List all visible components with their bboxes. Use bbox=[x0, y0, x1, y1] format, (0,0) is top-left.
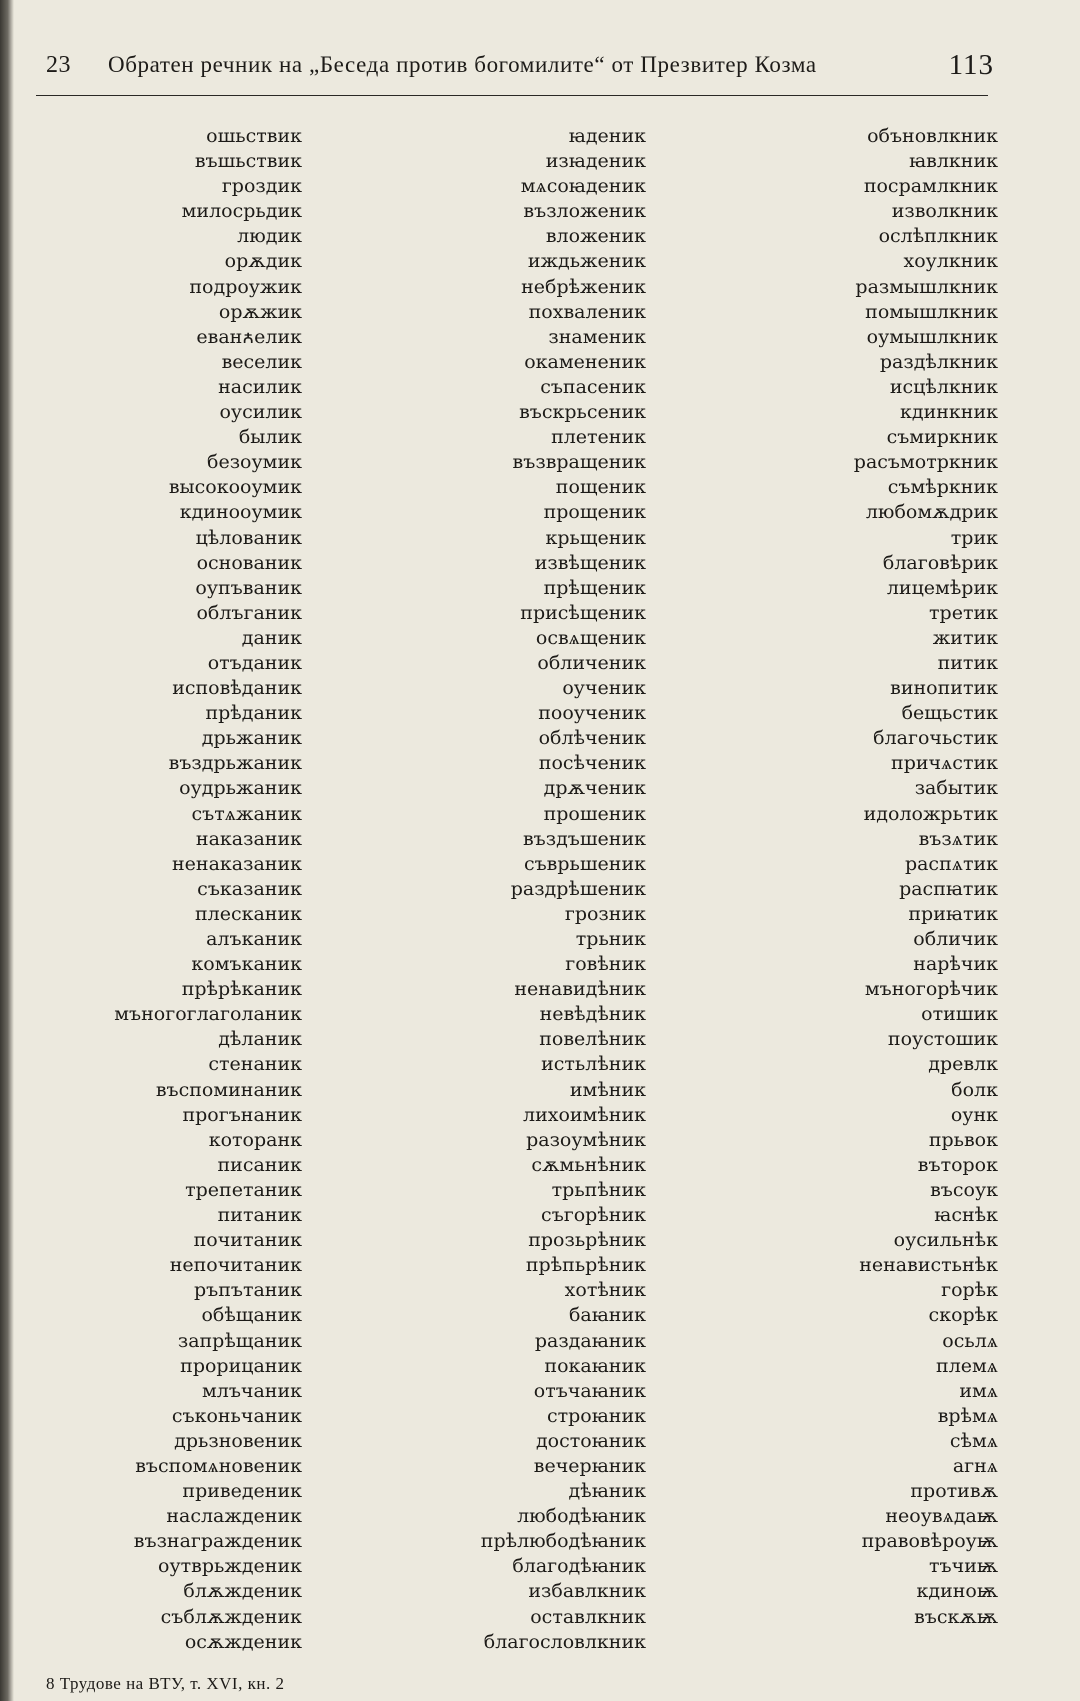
word-entry: оумышлкник bbox=[866, 325, 998, 348]
word-entry: изꙗденик bbox=[545, 150, 646, 173]
word-entry: посѣченик bbox=[538, 752, 646, 775]
word-entry: оунк bbox=[950, 1103, 998, 1126]
word-entry: племѧ bbox=[936, 1354, 998, 1377]
word-entry: небрѣженик bbox=[521, 275, 646, 298]
word-entry: прѣщеник bbox=[543, 576, 646, 599]
word-entry: житик bbox=[932, 626, 998, 649]
word-entry: иждьженик bbox=[527, 250, 646, 273]
word-entry: дѣланик bbox=[218, 1028, 302, 1051]
word-entry: раздѣлкник bbox=[879, 350, 998, 373]
word-entry: имѧ bbox=[959, 1379, 998, 1402]
word-entry: непочитаник bbox=[169, 1254, 302, 1277]
word-entry: орѫжик bbox=[218, 300, 302, 323]
word-entry: идоложрьтик bbox=[863, 802, 998, 825]
word-entry: лихоимѣник bbox=[523, 1103, 646, 1126]
word-entry: подроужик bbox=[189, 275, 302, 298]
word-entry: распѧтик bbox=[904, 852, 998, 875]
word-entry: строꙗник bbox=[546, 1404, 646, 1427]
word-entry: прощеник bbox=[543, 501, 646, 524]
word-entry: плетеник bbox=[551, 426, 646, 449]
word-entry: приꙗтик bbox=[908, 902, 998, 925]
word-entry: помышлкник bbox=[865, 300, 998, 323]
word-entry: людик bbox=[237, 225, 302, 248]
word-entry: прошеник bbox=[543, 802, 646, 825]
word-entry: ꙗденик bbox=[568, 125, 646, 147]
word-entry: отъданик bbox=[207, 651, 302, 674]
word-entry: кдинооумик bbox=[179, 501, 302, 524]
word-entry: прѣданик bbox=[205, 702, 302, 725]
page-binding-edge bbox=[0, 0, 14, 1701]
word-entry: истьлѣник bbox=[541, 1053, 646, 1076]
word-entry: неоувѧдаѭ bbox=[885, 1505, 998, 1528]
word-entry: кдинкник bbox=[900, 401, 998, 424]
word-entry: сътѧжаник bbox=[191, 802, 302, 825]
word-entry: сѣмѧ bbox=[949, 1429, 998, 1452]
word-entry: съблѫжденик bbox=[160, 1605, 302, 1628]
word-entry: основаник bbox=[196, 551, 302, 574]
word-entry: противѫ bbox=[910, 1480, 998, 1503]
word-column-3 bbox=[730, 124, 998, 1630]
word-entry: приведеник bbox=[182, 1480, 302, 1503]
word-entry: отъчаꙗник bbox=[533, 1379, 646, 1402]
printer-signature: 8 Трудове на ВТУ, т. XVI, кн. 2 bbox=[46, 1674, 285, 1693]
word-entry: объновлкник bbox=[867, 125, 998, 147]
word-entry: винопитик bbox=[890, 677, 998, 700]
word-entry: грозник bbox=[564, 902, 646, 925]
word-entry: скорѣк bbox=[928, 1304, 998, 1327]
word-entry: възвращеник bbox=[512, 451, 646, 474]
word-entry: веселик bbox=[221, 350, 302, 373]
word-entry: освѧщеник bbox=[535, 626, 646, 649]
word-entry: почитаник bbox=[193, 1229, 302, 1252]
word-entry: исповѣданик bbox=[172, 677, 302, 700]
word-entry: нарѣчик bbox=[913, 953, 998, 976]
word-entry: гроздик bbox=[221, 175, 302, 198]
word-entry: обличеник bbox=[537, 651, 646, 674]
word-entry: въшьствик bbox=[194, 150, 302, 173]
word-entry: дрѫченик bbox=[543, 777, 646, 800]
running-header bbox=[46, 49, 994, 92]
word-entry: третик bbox=[929, 601, 998, 624]
word-entry: раздаꙗник bbox=[534, 1329, 646, 1352]
word-entry: милосрьдик bbox=[181, 200, 302, 223]
word-entry: възѧтик bbox=[918, 827, 998, 850]
word-entry: присѣщеник bbox=[520, 601, 646, 624]
word-entry: благовѣрик bbox=[882, 551, 998, 574]
word-entry: прозьрѣник bbox=[528, 1229, 646, 1252]
word-entry: невѣдѣник bbox=[539, 1003, 646, 1026]
word-entry: трик bbox=[950, 526, 998, 549]
word-entry: оусилик bbox=[219, 401, 302, 424]
word-entry: орѫдик bbox=[224, 250, 302, 273]
word-entry: комъканик bbox=[191, 953, 302, 976]
word-entry: лицемѣрик bbox=[886, 576, 998, 599]
page-number: 113 bbox=[948, 49, 994, 81]
word-entry: благочьстик bbox=[873, 727, 998, 750]
word-entry: трепетаник bbox=[185, 1178, 302, 1201]
word-entry: пооученик bbox=[538, 702, 646, 725]
word-entry: ръпътаник bbox=[193, 1279, 302, 1302]
word-entry: оупъваник bbox=[195, 576, 302, 599]
word-entry: любомѫдрик bbox=[865, 501, 998, 524]
word-entry: раздрѣшеник bbox=[510, 877, 646, 900]
word-entry: врѣмѧ bbox=[937, 1404, 998, 1427]
word-entry: дрьзновеник bbox=[174, 1429, 302, 1452]
word-entry: насилик bbox=[218, 375, 302, 398]
word-column-1 bbox=[40, 124, 302, 1655]
word-entry: кдиноѭ bbox=[916, 1580, 998, 1603]
word-entry: облѣченик bbox=[538, 727, 646, 750]
word-column-2 bbox=[380, 124, 646, 1655]
word-entry: безоумик bbox=[207, 451, 302, 474]
word-entry: баꙗник bbox=[568, 1304, 646, 1327]
word-entry: мънoгорѣчик bbox=[864, 978, 998, 1001]
word-entry: въздъшеник bbox=[522, 827, 646, 850]
word-entry: пощеник bbox=[555, 476, 646, 499]
word-entry: избавлкник bbox=[528, 1580, 646, 1603]
word-entry: съпасеник bbox=[540, 375, 646, 398]
word-entry: болк bbox=[951, 1078, 998, 1101]
word-entry: окамененик bbox=[524, 350, 646, 373]
running-title: Обратен речник на „Беседа против богомилите“ от Презвитер Козма bbox=[108, 52, 817, 77]
word-entry: въспоминаник bbox=[155, 1078, 302, 1101]
word-entry: писаник bbox=[217, 1153, 302, 1176]
word-entry: тъчиѭ bbox=[929, 1555, 998, 1578]
word-entry: мънoгоглаголаник bbox=[114, 1003, 302, 1026]
word-entry: даник bbox=[241, 626, 302, 649]
word-entry: ненавистьнѣк bbox=[859, 1254, 998, 1277]
word-entry: прогънаник bbox=[182, 1103, 302, 1126]
word-entry: оученик bbox=[562, 677, 646, 700]
word-entry: трьпѣник bbox=[551, 1178, 646, 1201]
word-entry: съгорѣник bbox=[541, 1204, 646, 1227]
word-entry: прьвок bbox=[928, 1128, 998, 1151]
word-entry: съврьшеник bbox=[523, 852, 646, 875]
word-entry: забытик bbox=[914, 777, 998, 800]
word-entry: еванꙉелик bbox=[196, 325, 302, 348]
word-entry: мѧсоꙗденик bbox=[520, 175, 646, 198]
word-entry: оутврьжденик bbox=[158, 1555, 302, 1578]
word-entry: любодѣꙗник bbox=[517, 1505, 646, 1528]
word-entry: съконьчаник bbox=[171, 1404, 302, 1427]
word-entry: цѣлованик bbox=[195, 526, 302, 549]
word-entry: отишик bbox=[921, 1003, 998, 1026]
section-number: 23 bbox=[46, 52, 71, 78]
word-entry: въторок bbox=[917, 1153, 998, 1176]
word-entry: повелѣник bbox=[539, 1028, 646, 1051]
word-entry: млъчаник bbox=[201, 1379, 302, 1402]
word-entry: трьник bbox=[575, 928, 646, 950]
word-entry: прѣлюбодѣꙗник bbox=[480, 1530, 646, 1553]
word-entry: прѣрѣканик bbox=[181, 978, 302, 1001]
word-entry: ненавидѣник bbox=[514, 978, 646, 1001]
word-entry: възнагражденик bbox=[133, 1530, 302, 1553]
word-entry: размышлкник bbox=[855, 275, 998, 298]
word-entry: дрьжаник bbox=[201, 727, 302, 750]
word-entry: запрѣщаник bbox=[177, 1329, 302, 1352]
word-entry: възложеник bbox=[523, 200, 646, 223]
word-entry: посрамлкник bbox=[863, 175, 998, 198]
word-entry: разоумѣник bbox=[526, 1128, 646, 1151]
word-entry: въскѫѭ bbox=[914, 1605, 998, 1628]
word-entry: наказаник bbox=[195, 827, 302, 850]
word-entry: ꙗвлкник bbox=[909, 150, 998, 173]
word-entry: ненаказаник bbox=[172, 852, 302, 875]
word-entry: стенаник bbox=[208, 1053, 302, 1076]
word-entry: въсоук bbox=[930, 1178, 998, 1201]
word-entry: дѣꙗник bbox=[568, 1480, 646, 1503]
word-entry: горѣк bbox=[941, 1279, 998, 1302]
word-entry: осѫжденик bbox=[184, 1630, 302, 1653]
word-entry: поустошик bbox=[887, 1028, 998, 1051]
word-entry: причѧстик bbox=[891, 752, 998, 775]
word-entry: облъганик bbox=[196, 601, 302, 624]
word-entry: исцѣлкник bbox=[889, 375, 998, 398]
word-entry: съмиркник bbox=[886, 426, 998, 449]
word-entry: достоꙗник bbox=[535, 1429, 646, 1452]
word-entry: похваленик bbox=[528, 300, 646, 323]
word-entry: алъканик bbox=[206, 928, 302, 950]
word-entry: благодѣꙗник bbox=[512, 1555, 646, 1578]
word-entry: вложеник bbox=[545, 225, 646, 248]
word-entry: агнѧ bbox=[952, 1454, 998, 1477]
word-entry: плесканик bbox=[194, 902, 302, 925]
word-entry: питаник bbox=[217, 1204, 302, 1227]
word-entry: вечерꙗник bbox=[533, 1454, 646, 1477]
word-entry: прорицаник bbox=[180, 1354, 302, 1377]
word-entry: съмѣркник bbox=[887, 476, 998, 499]
word-entry: крьщеник bbox=[545, 526, 646, 549]
word-entry: знаменик bbox=[548, 325, 646, 348]
word-entry: оудрьжаник bbox=[179, 777, 302, 800]
word-entry: хоулкник bbox=[903, 250, 998, 273]
word-entry: хотѣник bbox=[564, 1279, 646, 1302]
word-entry: имѣник bbox=[569, 1078, 646, 1101]
word-entry: оусильнѣк bbox=[893, 1229, 998, 1252]
word-entry: обличик bbox=[913, 928, 998, 950]
word-entry: ꙗснѣк bbox=[934, 1204, 998, 1227]
word-entry: изволкник bbox=[891, 200, 998, 223]
word-entry: благословлкник bbox=[483, 1630, 646, 1653]
word-entry: осьлѧ bbox=[942, 1329, 998, 1352]
word-entry: извѣщеник bbox=[534, 551, 646, 574]
word-entry: которанк bbox=[208, 1128, 302, 1151]
word-entry: наслажденик bbox=[166, 1505, 302, 1528]
word-entry: прѣпьрѣник bbox=[525, 1254, 646, 1277]
word-entry: питик bbox=[937, 651, 998, 674]
word-entry: расъмотркник bbox=[853, 451, 998, 474]
word-entry: древлк bbox=[928, 1053, 998, 1076]
word-entry: правовѣроуѭ bbox=[861, 1530, 998, 1553]
word-entry: оставлкник bbox=[530, 1605, 646, 1628]
word-entry: бещьстик bbox=[901, 702, 998, 725]
word-entry: блѫжденик bbox=[183, 1580, 302, 1603]
word-entry: съказаник bbox=[197, 877, 302, 900]
word-entry: въспомѧновеник bbox=[135, 1454, 302, 1477]
header-rule bbox=[36, 95, 988, 96]
word-entry: былик bbox=[238, 426, 302, 449]
word-entry: говѣник bbox=[565, 953, 646, 976]
word-entry: ослѣплкник bbox=[878, 225, 998, 248]
word-entry: обѣщаник bbox=[201, 1304, 302, 1327]
word-entry: покаꙗник bbox=[544, 1354, 646, 1377]
word-entry: распꙗтик bbox=[899, 877, 998, 900]
word-entry: въскрьсеник bbox=[519, 401, 646, 424]
word-entry: въздрьжаник bbox=[168, 752, 302, 775]
word-entry: высокооумик bbox=[168, 476, 302, 499]
word-entry: ошьствик bbox=[206, 125, 302, 147]
word-entry: сѫмьнѣник bbox=[531, 1153, 646, 1176]
